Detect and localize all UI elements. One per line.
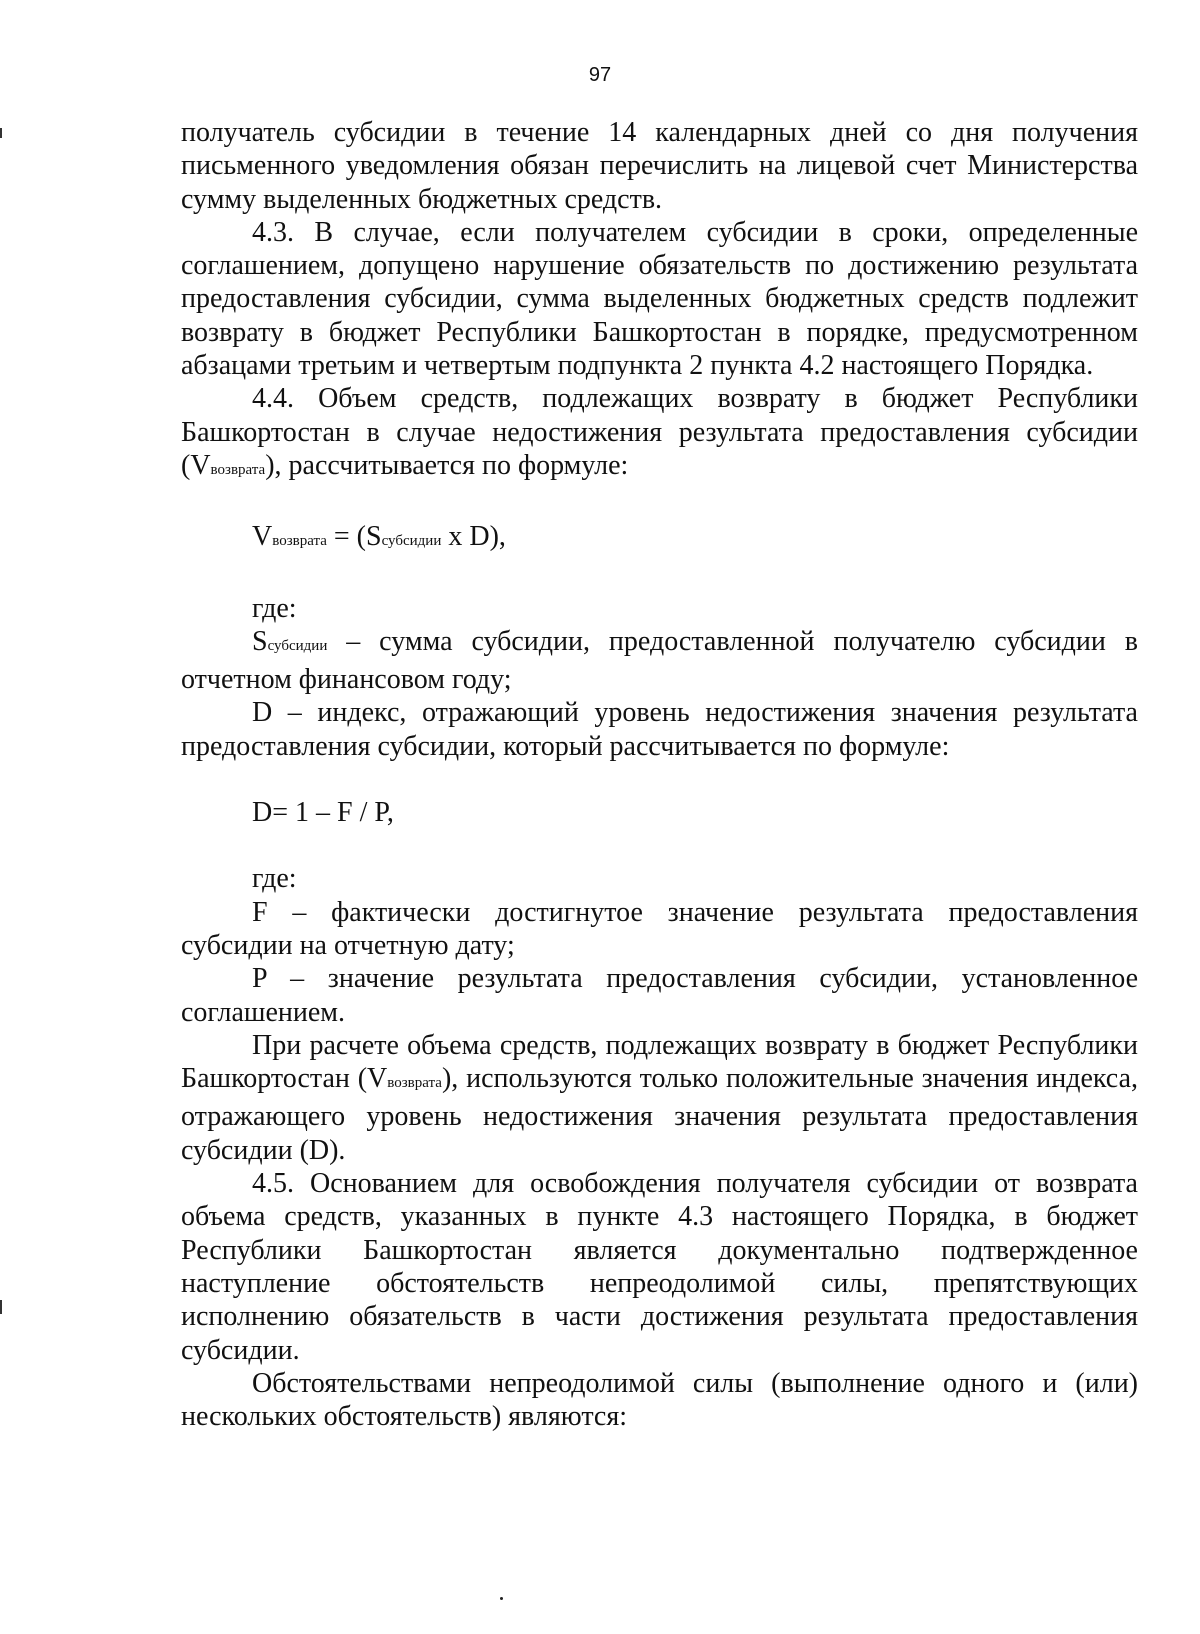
paragraph-4-4-text-end: ), рассчитывается по формуле: [265, 449, 629, 481]
paragraph-calculation-subscript: возврата [387, 1075, 442, 1092]
formula-end: x D), [441, 521, 506, 553]
formula-mid: = (S [326, 521, 382, 553]
formula-v: V [252, 521, 273, 553]
definition-s [181, 625, 1138, 697]
document-body [181, 116, 1138, 1433]
definition-p: P – значение результата предоставления субсидии, установленное соглашением. [181, 963, 1138, 1028]
subscript-vozvrata: возврата [210, 461, 266, 478]
paragraph-calculation-text-end: ), используются только положительные значения индекса, отражающего уровень недостижения значения результата предоставления субсидии (D). [181, 1063, 1139, 1166]
where-label-2: где: [252, 863, 297, 895]
definition-d: D – индекс, отражающий уровень недостижения значения результата предоставления субсидии, который рассчитывается по формуле: [181, 697, 1138, 762]
scan-edge-mark-top [0, 128, 2, 138]
formula-v-subscript: возврата [272, 533, 327, 550]
paragraph-4-3: 4.3. В случае, если получателем субсидии в сроки, определенные соглашением, допущено нарушение обязательств по достижению результата предоставления субсидии, сумма выделенных бюджетных средств подлежит возврату в бюджет Республики Башкортостан в порядке, предусмотренном абзацами третьим и четвертым подпункта 2 пункта 4.2 настоящего Порядка. [181, 216, 1138, 382]
paragraph-calculation [181, 1029, 1138, 1167]
paragraph-4-4 [181, 382, 1138, 487]
formula-d: D= 1 – F / P, [252, 797, 394, 829]
formula-v-vozvrata [181, 520, 1138, 558]
paragraph-4-5: 4.5. Основанием для освобождения получателя субсидии от возврата объема средств, указанных в пункте 4.3 настоящего Порядка, в бюджет Республики Башкортостан является документально подтвержденное наступление обстоятельств непреодолимой силы, препятствующих исполнению обязательств в части достижения результата предоставления субсидии. [181, 1168, 1138, 1366]
definition-s-letter: S [252, 625, 268, 657]
definition-s-text: – сумма субсидии, предоставленной получателю субсидии в отчетном финансовом году; [181, 625, 1138, 696]
scan-edge-mark-bottom [0, 1300, 2, 1314]
definition-f: F – фактически достигнутое значение результата предоставления субсидии на отчетную дату; [181, 896, 1138, 961]
scan-dot [500, 1597, 503, 1600]
page-number: 97 [588, 64, 612, 86]
definition-s-subscript: субсидии [267, 637, 328, 654]
paragraph-calculation-text: При расчете объема средств, подлежащих возврату в бюджет Республики Башкортостан (V [181, 1029, 1138, 1095]
paragraph-4-4-text: 4.4. Объем средств, подлежащих возврату в бюджет Республики Башкортостан в случае недостижения результата предоставления субсидии (V [181, 383, 1138, 481]
paragraph-continuation: получатель субсидии в течение 14 календарных дней со дня получения письменного уведомления обязан перечислить на лицевой счет Министерства сумму выделенных бюджетных средств. [181, 117, 1138, 215]
where-label-1: где: [252, 592, 297, 624]
paragraph-force-majeure: Обстоятельствами непреодолимой силы (выполнение одного и (или) нескольких обстоятельств) являются: [181, 1367, 1138, 1433]
formula-s-subscript: субсидии [381, 533, 442, 550]
